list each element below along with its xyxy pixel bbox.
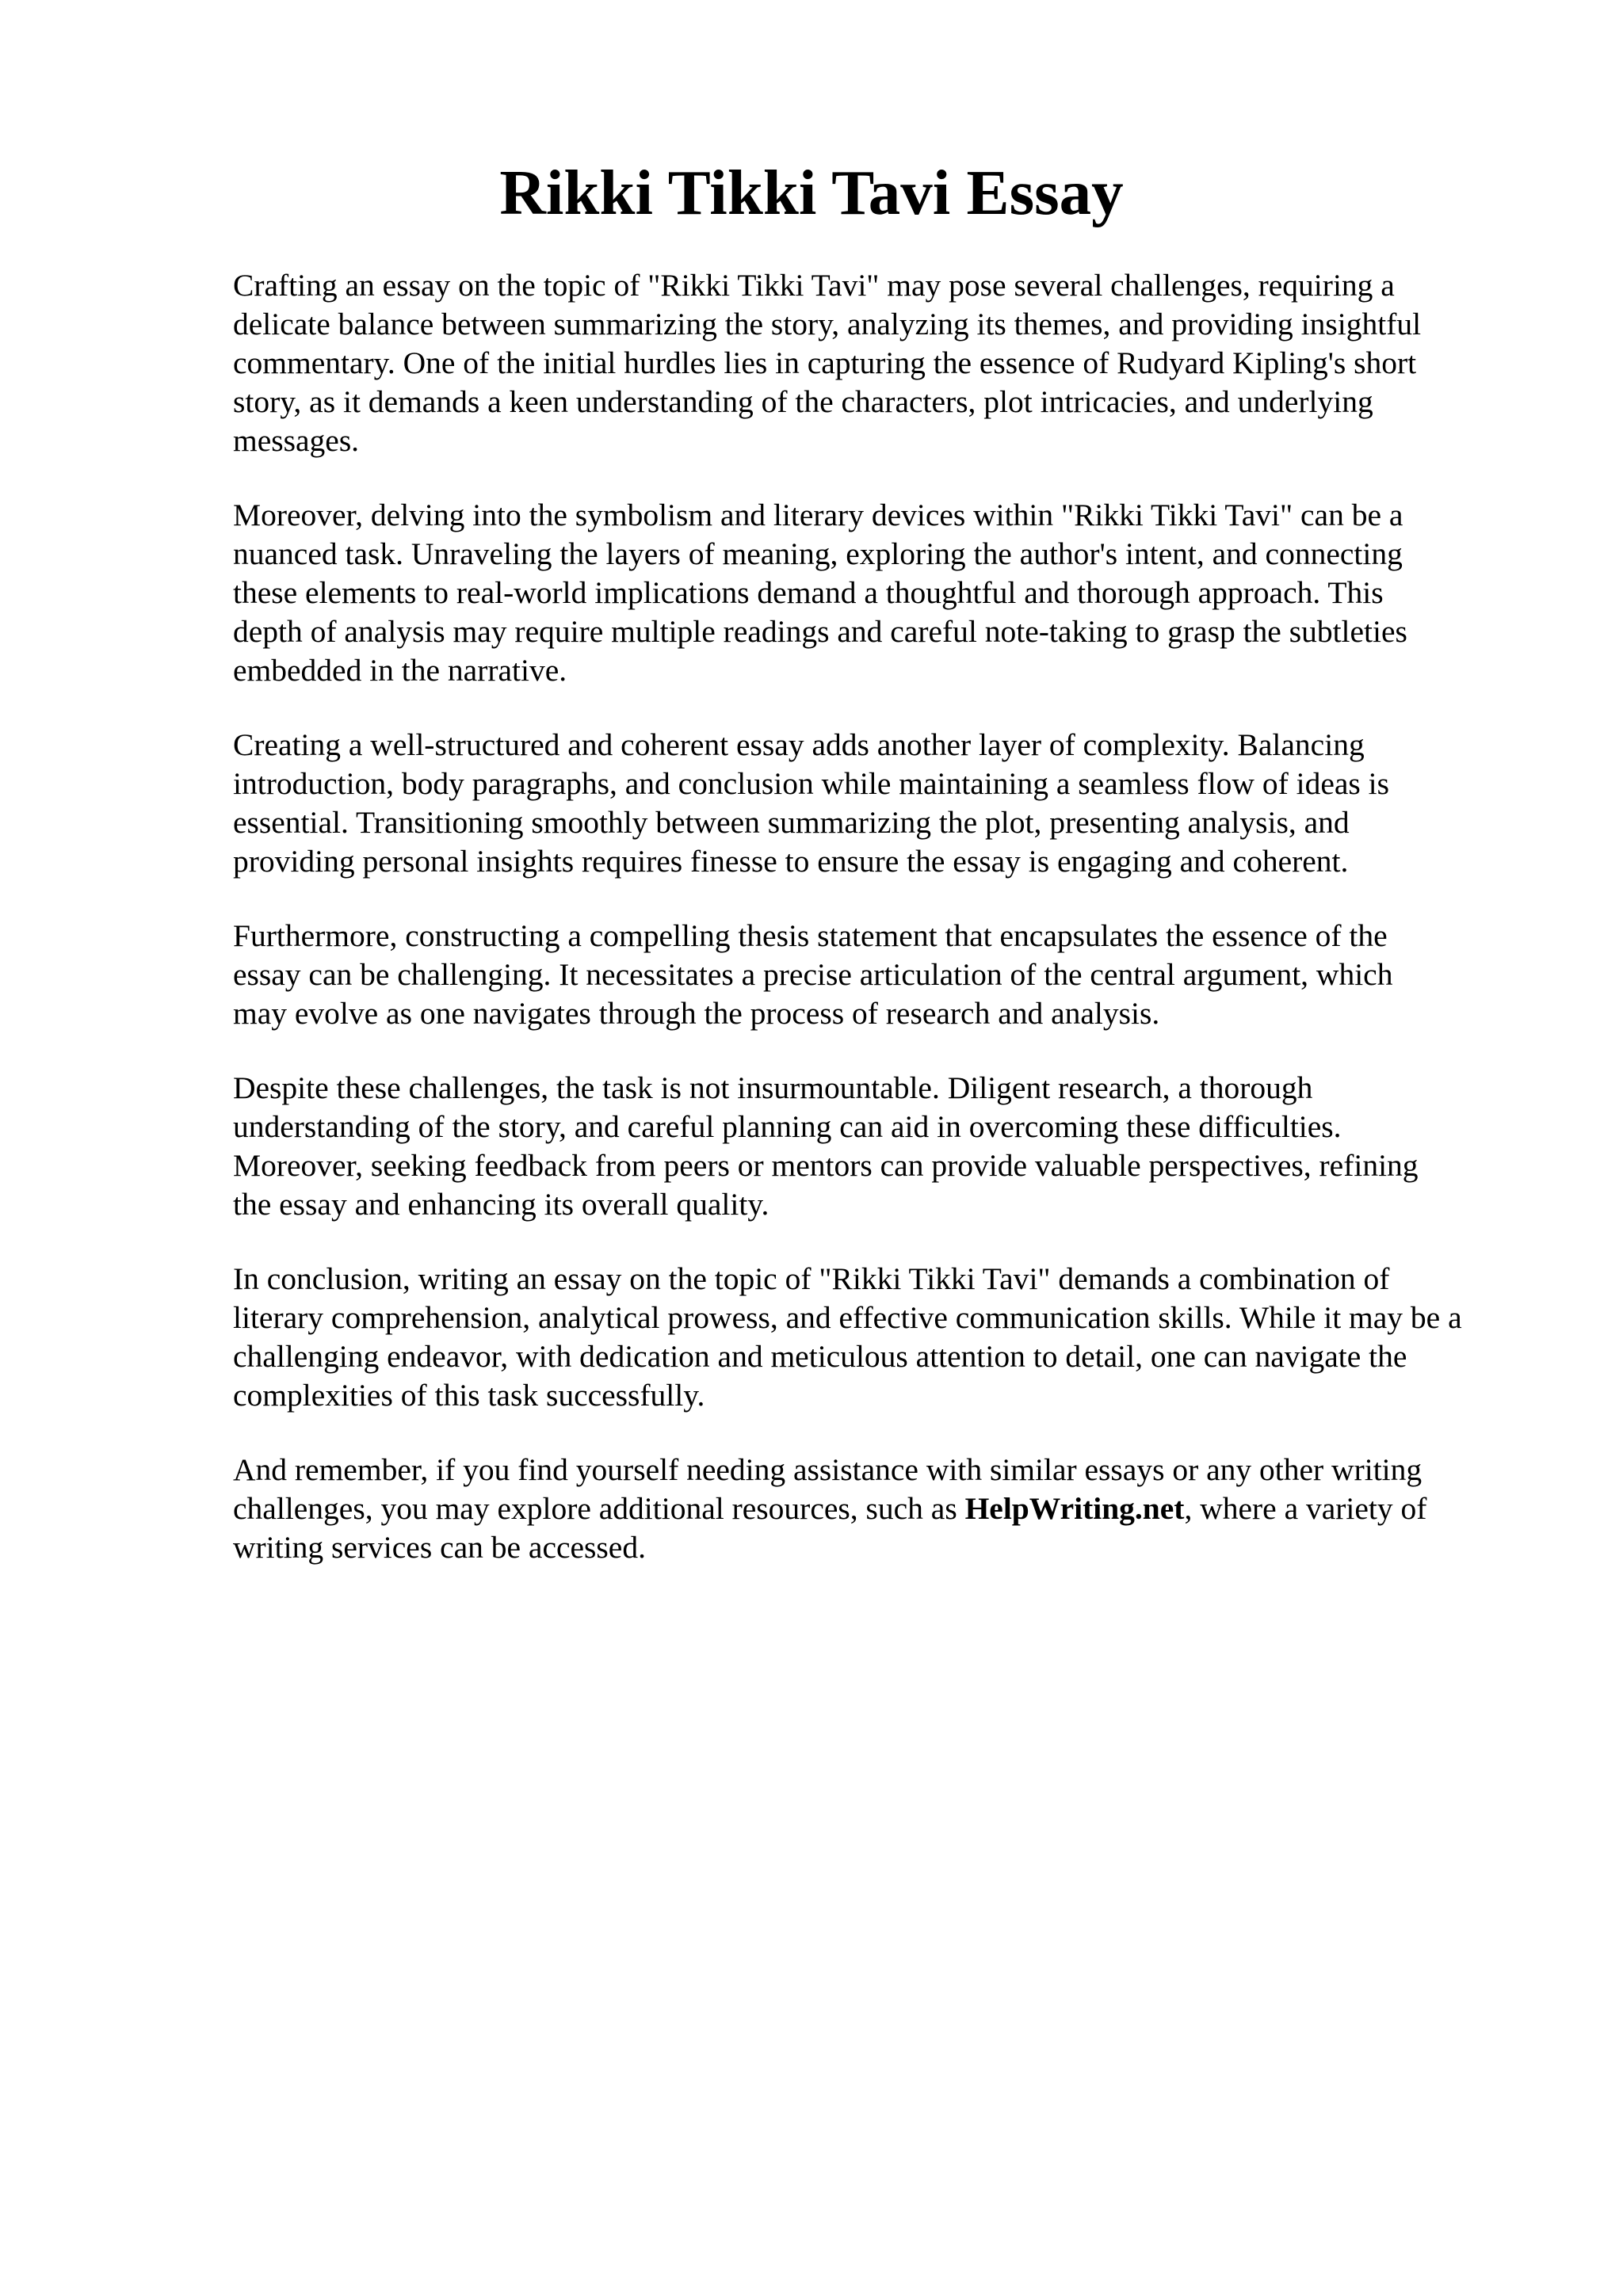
essay-body — [233, 266, 1533, 1603]
text-line: providing personal insights requires finesse to ensure the essay is engaging and coherent. — [233, 844, 1349, 879]
text-line: literary comprehension, analytical prowess, and effective communication skills. While it may be a — [233, 1300, 1462, 1335]
text-line: Despite these challenges, the task is not insurmountable. Diligent research, a thorough — [233, 1070, 1313, 1105]
paragraph-conclusion — [233, 1260, 1533, 1415]
paragraph-intro — [233, 266, 1533, 460]
text-line: may evolve as one navigates through the process of research and analysis. — [233, 996, 1160, 1031]
text-line: essential. Transitioning smoothly between summarizing the plot, presenting analysis, and — [233, 805, 1350, 840]
text-line: story, as it demands a keen understanding of the characters, plot intricacies, and underlying — [233, 384, 1373, 419]
text-line: Furthermore, constructing a compelling thesis statement that encapsulates the essence of the — [233, 918, 1388, 953]
text-line: depth of analysis may require multiple readings and careful note-taking to grasp the subtleties — [233, 614, 1407, 649]
text-line: delicate balance between summarizing the story, analyzing its themes, and providing insightful — [233, 307, 1422, 341]
paragraph-structure — [233, 726, 1533, 881]
paragraph-closing — [233, 1451, 1533, 1567]
text-line: writing services can be accessed. — [233, 1530, 646, 1565]
text-line: nuanced task. Unraveling the layers of meaning, exploring the author's intent, and connecting — [233, 536, 1403, 571]
closing-text-after: , where a variety of — [1184, 1491, 1427, 1526]
text-line: Moreover, delving into the symbolism and literary devices within "Rikki Tikki Tavi" can be a — [233, 498, 1403, 532]
paragraph-challenges — [233, 1069, 1533, 1224]
text-line: essay can be challenging. It necessitates a precise articulation of the central argument, which — [233, 957, 1393, 992]
text-line: embedded in the narrative. — [233, 653, 567, 688]
text-line — [233, 1489, 1533, 1528]
text-line: And remember, if you find yourself needing assistance with similar essays or any other writing — [233, 1452, 1423, 1487]
paragraph-symbolism — [233, 496, 1533, 690]
text-line: Moreover, seeking feedback from peers or mentors can provide valuable perspectives, refining — [233, 1148, 1419, 1183]
text-line: complexities of this task successfully. — [233, 1378, 705, 1413]
document-title: Rikki Tikki Tavi Essay — [499, 157, 1124, 228]
text-line: messages. — [233, 423, 360, 458]
text-line: commentary. One of the initial hurdles lies in capturing the essence of Rudyard Kipling's short — [233, 345, 1417, 380]
text-line: Crafting an essay on the topic of "Rikki Tikki Tavi" may pose several challenges, requiring a — [233, 268, 1395, 303]
paragraph-thesis — [233, 917, 1533, 1033]
text-line: the essay and enhancing its overall quality. — [233, 1187, 769, 1222]
text-line: Creating a well-structured and coherent essay adds another layer of complexity. Balancing — [233, 727, 1365, 762]
text-line: understanding of the story, and careful planning can aid in overcoming these difficulties. — [233, 1109, 1342, 1144]
closing-text-before: challenges, you may explore additional resources, such as — [233, 1491, 965, 1526]
text-line: In conclusion, writing an essay on the topic of "Rikki Tikki Tavi" demands a combination of — [233, 1261, 1390, 1296]
text-line: these elements to real-world implications demand a thoughtful and thorough approach. This — [233, 575, 1384, 610]
brand-name: HelpWriting.net — [964, 1491, 1185, 1526]
text-line: introduction, body paragraphs, and conclusion while maintaining a seamless flow of ideas is — [233, 766, 1389, 801]
text-line: challenging endeavor, with dedication and meticulous attention to detail, one can navigate the — [233, 1339, 1407, 1374]
